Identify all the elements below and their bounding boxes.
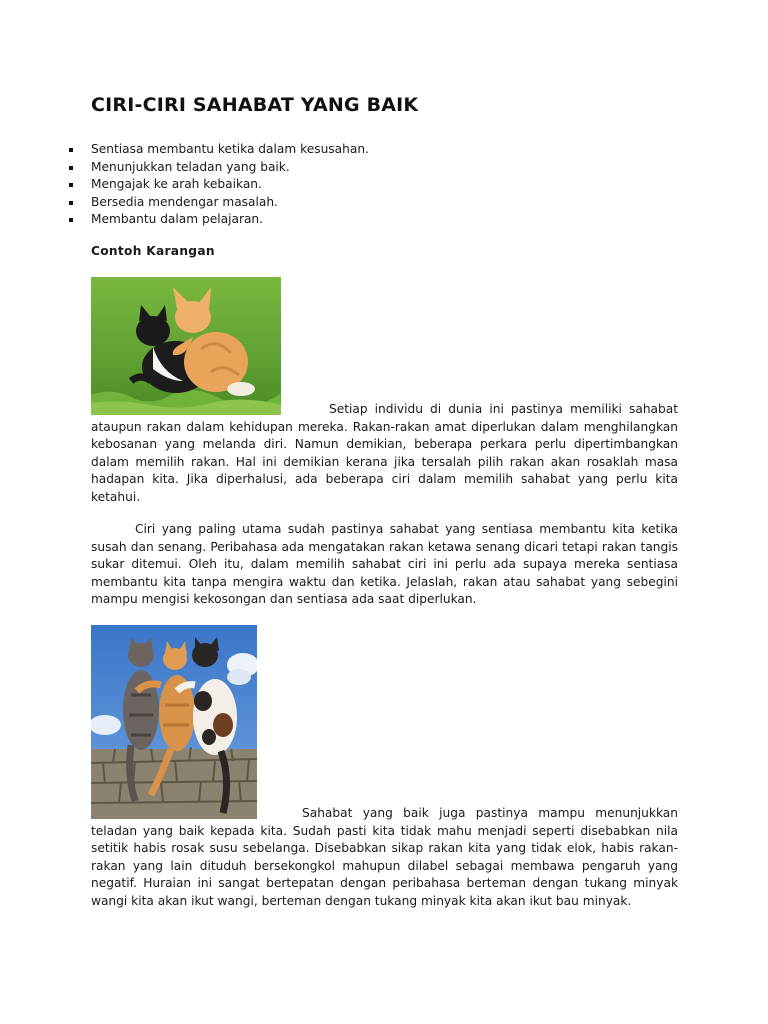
paragraph-1: Setiap individu di dunia ini pastinya memiliki sahabat ataupun rakan dalam kehidupan mereka. Rakan-rakan amat diperlukan dalam menghilangkan kebosanan yang melanda diri. Namun demikian, beberapa perkara perlu dipertimbangkan dalam memilih rakan. Hal ini demikian kerana jika tersalah pilih rakan akan rosaklah masa hadapan kita. Jika diperhalusi, ada beberapa ciri dalam memilih sahabat yang perlu kita ketahui. [91, 402, 678, 504]
list-item: Membantu dalam pelajaran. [66, 211, 369, 229]
page-title: CIRI-CIRI SAHABAT YANG BAIK [91, 94, 419, 116]
paragraph-3: Sahabat yang baik juga pastinya mampu menunjukkan teladan yang baik kepada kita. Sudah pasti kita tidak mahu menjadi seperti disebabkan nila setitik habis rosak susu sebelanga. Disebabkan sikap rakan kita yang tidak elok, habis rakan-rakan yang lain dituduh bersekongkol mahupun dilabel sebagai membawa pengaruh yang negatif. Huraian ini sangat bertepatan dengan peribahasa berteman dengan tukang minyak wangi kita akan ikut wangi, berteman dengan tukang minyak kita akan ikut bau minyak. [91, 806, 678, 908]
list-item: Sentiasa membantu ketika dalam kesusahan. [66, 141, 369, 159]
bullet-list [66, 141, 369, 229]
section-subheading: Contoh Karangan [91, 244, 215, 258]
bullet-square-icon [69, 166, 73, 170]
list-item: Mengajak ke arah kebaikan. [66, 176, 369, 194]
kittens-hugging-image [91, 277, 281, 415]
bullet-square-icon [69, 148, 73, 152]
bullet-square-icon [69, 183, 73, 187]
cats-on-wall-image [91, 625, 257, 819]
list-item: Menunjukkan teladan yang baik. [66, 159, 369, 177]
bullet-square-icon [69, 218, 73, 222]
list-item: Bersedia mendengar masalah. [66, 194, 369, 212]
bullet-square-icon [69, 201, 73, 205]
paragraph-2: Ciri yang paling utama sudah pastinya sahabat yang sentiasa membantu kita ketika susah dan senang. Peribahasa ada mengatakan rakan ketawa senang dicari tetapi rakan tangis sukar ditemui. Oleh itu, dalam memilih sahabat ciri ini perlu ada supaya mereka sentiasa membantu kita tanpa mengira waktu dan ketika. Jelaslah, rakan atau sahabat yang sebegini mampu mengisi kekosongan dan sentiasa ada saat diperlukan. [91, 522, 678, 607]
